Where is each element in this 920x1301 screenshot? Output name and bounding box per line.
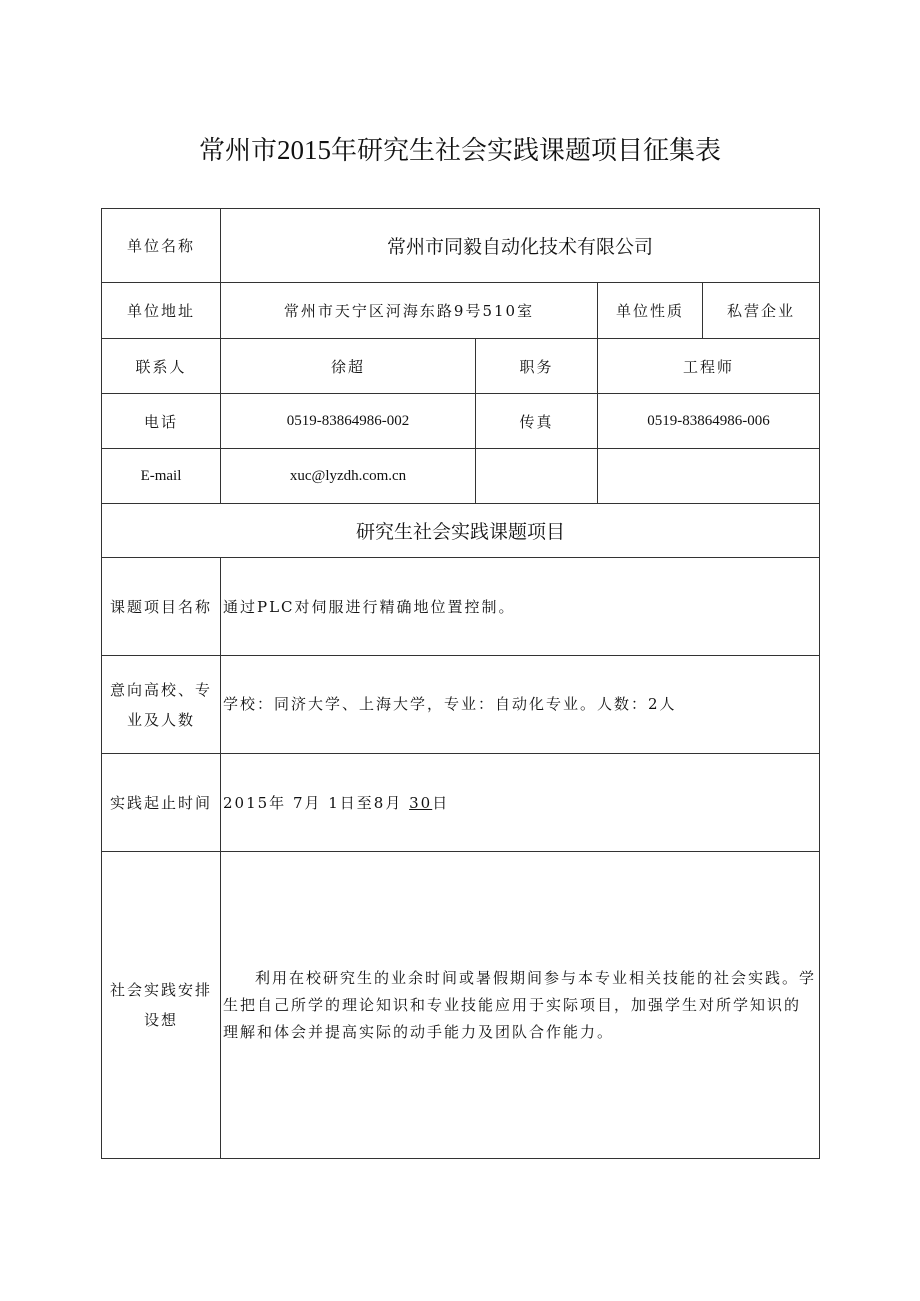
project-section-heading-cell (101, 503, 820, 558)
unit-name-label-cell (101, 208, 221, 283)
fax-label-cell (475, 393, 598, 449)
period-value-day: 30 (409, 794, 433, 812)
email-label: E-mail (140, 467, 182, 484)
contact-label: 联系人 (135, 357, 187, 376)
period-value-cell[interactable] (220, 753, 820, 852)
unit-address-label: 单位地址 (126, 302, 195, 320)
email-extra-value-cell[interactable] (597, 448, 820, 504)
unit-nature-value: 私营企业 (726, 302, 795, 320)
target-label-cell (101, 655, 221, 754)
unit-address-label-cell (101, 282, 221, 339)
email-extra-label-cell[interactable] (475, 448, 598, 504)
project-name-value-cell[interactable] (220, 557, 820, 656)
unit-name-value: 常州市同毅自动化技术有限公司 (386, 236, 653, 258)
period-value-suffix: 日 (432, 794, 450, 812)
email-label-cell (101, 448, 221, 504)
title-prefix: 常州市 (198, 136, 277, 166)
period-label: 实践起止时间 (109, 794, 212, 812)
arrangement-label-line2: 设想 (143, 1011, 178, 1029)
fax-value: 0519-83864986-006 (647, 412, 770, 429)
target-value-cell[interactable] (220, 655, 820, 754)
unit-nature-label: 单位性质 (615, 302, 684, 320)
unit-name-label: 单位名称 (126, 237, 195, 255)
phone-value: 0519-83864986-002 (286, 412, 410, 429)
unit-address-value-cell[interactable] (220, 282, 598, 339)
contact-value-cell[interactable] (220, 338, 476, 394)
email-value: xuc@lyzdh.com.cn (289, 467, 407, 484)
unit-name-value-cell[interactable] (220, 208, 820, 283)
target-label-line2: 业及人数 (126, 710, 195, 729)
title-suffix: 年研究生社会实践课题项目征集表 (331, 136, 722, 166)
fax-label: 传真 (519, 412, 554, 431)
arrangement-label-cell (101, 851, 221, 1159)
project-name-label: 课题项目名称 (109, 598, 212, 616)
arrangement-value: 利用在校研究生的业余时间或暑假期间参与本专业相关技能的社会实践。学生把自己所学的理论知识和专业技能应用于实际项目，加强学生对所学知识的理解和体会并提高实际的动手能力及团队合作能力。 (223, 968, 817, 1041)
unit-nature-value-cell[interactable] (702, 282, 820, 339)
email-value-cell[interactable] (220, 448, 476, 504)
arrangement-paragraph (221, 965, 819, 1046)
period-label-cell (101, 753, 221, 852)
unit-address-value: 常州市天宁区河海东路9号510室 (283, 302, 535, 320)
phone-value-cell[interactable] (220, 393, 476, 449)
phone-label: 电话 (143, 412, 178, 431)
document-title (0, 130, 920, 167)
project-name-label-cell (101, 557, 221, 656)
position-value: 工程师 (682, 357, 734, 376)
target-value: 学校：同济大学、上海大学，专业：自动化专业。人数：2人 (223, 695, 677, 713)
arrangement-value-cell[interactable] (220, 851, 820, 1159)
arrangement-label-line1: 社会实践安排 (109, 981, 212, 999)
contact-label-cell (101, 338, 221, 394)
contact-value: 徐超 (330, 357, 365, 376)
target-label-line1: 意向高校、专 (109, 680, 212, 699)
title-year: 2015 (277, 135, 331, 165)
project-name-value: 通过PLC对伺服进行精确地位置控制。 (223, 598, 516, 616)
project-section-heading: 研究生社会实践课题项目 (355, 521, 565, 543)
position-label-cell (475, 338, 598, 394)
fax-value-cell[interactable] (597, 393, 820, 449)
position-label: 职务 (519, 357, 554, 376)
position-value-cell[interactable] (597, 338, 820, 394)
period-value-prefix: 2015年 7月 1日至8月 (223, 794, 410, 812)
unit-nature-label-cell (597, 282, 703, 339)
phone-label-cell (101, 393, 221, 449)
